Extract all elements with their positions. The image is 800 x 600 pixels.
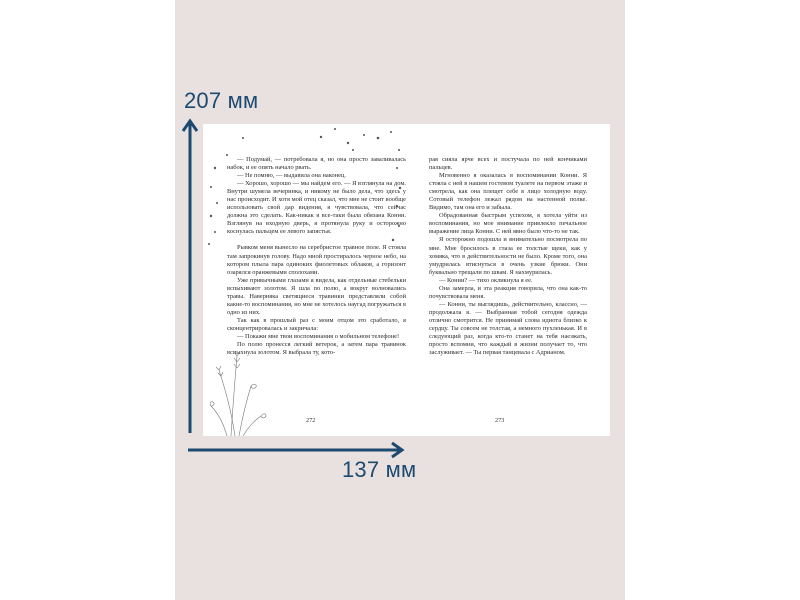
paragraph: — Не помню, — выдавила она наконец. bbox=[237, 172, 346, 180]
width-dimension-label: 137 мм bbox=[342, 457, 417, 482]
right-page-number: 273 bbox=[495, 417, 505, 424]
paragraph: Я осторожно подошла и внимательно посмотрела по мне. Мне бросилось в глаза ее толстые щеки, как у хомяка, что в действительности не было. Кроме того, она умудрилась втиснуться в очень узкие брюки. Они буквально трещали по швам. Я нахмурилась. bbox=[429, 236, 587, 276]
book-spread bbox=[203, 124, 610, 436]
paragraph: Так как в прошлый раз с моим отцом это сработало, я сконцентрировалась и закричала: bbox=[227, 316, 406, 332]
paragraph: Рывком меня вынесло на серебристое травное поле. Я стояла там запрокинув голову. Надо мной простиралось черное небо, на котором плыла пара одиноких фиолетовых облаков, а горизонт озарялся оранжевыми сполохами. bbox=[227, 244, 406, 276]
paragraph: — Подумай, — потребовала я, но она просто заваливалась набок, и ее опять начало рвать. bbox=[227, 156, 406, 172]
paragraph: — Конни, ты выглядишь, действительно, классно, — продолжала я. — Выбранная тобой сегодня одежда отлично смотрится. Не принимай слова идиота близко к сердцу. Ты совсем не толстая, а немного пухленькая. И в следующий раз, когда кто-то станет на тебя наезжать, просто вспомни, что каждый в жизни получает то, что заслуживает. — Ты первая танцевала с Адрианом. bbox=[429, 300, 587, 357]
paragraph: Она замерла, и эта реакция говорила, что она как-то почувствовала меня. bbox=[429, 284, 587, 300]
paragraph: Обрадованная быстрым успехом, я хотела уйти из воспоминания, но мое внимание привлекло печальное выражение лица Конни. С ней явно было что-то не так. bbox=[429, 212, 587, 236]
paragraph: Мгновенно я оказалась в воспоминании Конни. Я стояла с ней в нашем гостевом туалете на первом этаже и смотрела, как она плещет себе в лицо холодную воду. Сотовый телефон лежал рядом на настенной полке. Видимо, там она его и забыла. bbox=[429, 172, 587, 212]
paragraph: Уже привычными глазами я видела, как отдельные стебельки вспыхивают золотом. Я шла по полю, а вокруг волновались травы. Наверняка светящиеся травинки представляли собой какие-то воспоминания, но мне не хотелось наугад погружаться в одно из них. bbox=[227, 276, 406, 316]
left-page-text bbox=[227, 156, 406, 357]
paragraph: — Покажи мне твои воспоминания о мобильном телефоне! bbox=[237, 332, 400, 340]
paragraph: — Конни? — тихо окликнула я ее. bbox=[439, 276, 533, 284]
height-dimension-label: 207 мм bbox=[184, 88, 259, 113]
paragraph: — Хорошо, хорошо — мы найдем его. — Я взглянула на дом. Внутри шумела вечеринка, и никому не было дела, что здесь у нас происходит. И хотя мой отец сказал, что мне не стоит вообще использовать свой дар видения, я чувствовала, что сейчас должна это сделать. Как-никак я все-таки была обязана Конни. Взглянув на входную дверь, я протянула руку и осторожно коснулась пальцем ее левого запястья. bbox=[227, 180, 406, 236]
right-page-text bbox=[429, 156, 587, 357]
left-page-number: 272 bbox=[306, 417, 316, 424]
paragraph: рая сияла ярче всех и постучала по ней кончиками пальцев. bbox=[429, 156, 587, 172]
paragraph: По полю пронесся легкий ветерок, а затем пара травинок вспыхнула золотом. Я выбрала ту, кото- bbox=[227, 341, 406, 357]
